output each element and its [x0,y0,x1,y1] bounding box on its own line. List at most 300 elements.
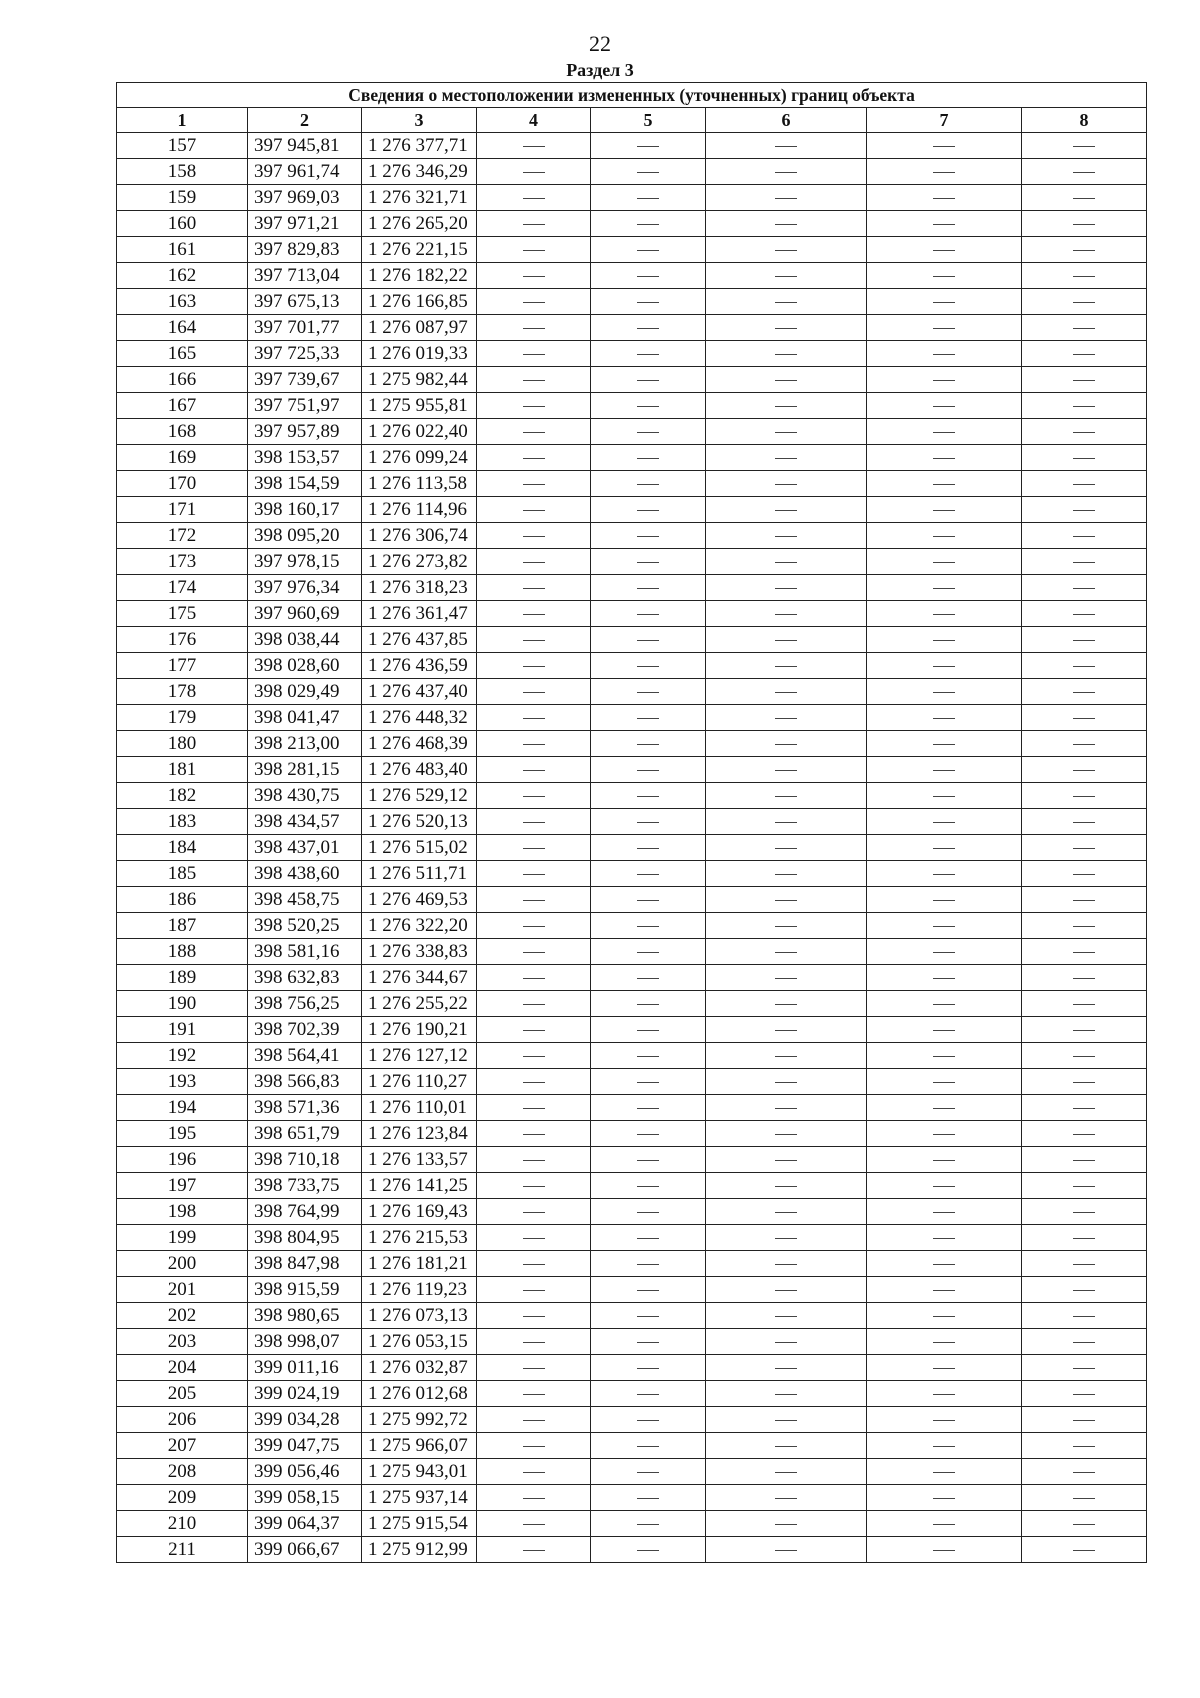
empty-value-cell [1022,263,1147,289]
dash-mark [933,1186,955,1187]
dash-mark [523,1524,545,1525]
dash-mark [1073,198,1095,199]
dash-mark [637,1030,659,1031]
x-coordinate-cell: 398 566,83 [248,1069,362,1095]
point-number-cell: 173 [117,549,248,575]
x-coordinate-cell: 397 945,81 [248,133,362,159]
y-coordinate-cell: 1 275 992,72 [362,1407,477,1433]
dash-mark [775,432,797,433]
table-row [117,445,1147,471]
empty-value-cell [477,367,591,393]
point-number-cell: 183 [117,809,248,835]
dash-mark [637,276,659,277]
point-number-cell: 204 [117,1355,248,1381]
empty-value-cell [591,1381,706,1407]
dash-mark [523,1082,545,1083]
dash-mark [637,796,659,797]
empty-value-cell [706,1511,867,1537]
empty-value-cell [1022,1095,1147,1121]
dash-mark [637,1212,659,1213]
dash-mark [933,1524,955,1525]
dash-mark [1073,1212,1095,1213]
empty-value-cell [477,1303,591,1329]
y-coordinate-cell: 1 276 469,53 [362,887,477,913]
empty-value-cell [706,1017,867,1043]
empty-value-cell [477,1017,591,1043]
empty-value-cell [477,523,591,549]
dash-mark [1073,1238,1095,1239]
dash-mark [775,952,797,953]
dash-mark [1073,146,1095,147]
table-row [117,471,1147,497]
x-coordinate-cell: 398 804,95 [248,1225,362,1251]
dash-mark [637,1550,659,1551]
dash-mark [1073,1498,1095,1499]
y-coordinate-cell: 1 276 141,25 [362,1173,477,1199]
dash-mark [1073,1082,1095,1083]
empty-value-cell [591,1225,706,1251]
dash-mark [1073,380,1095,381]
dash-mark [933,172,955,173]
dash-mark [933,1134,955,1135]
point-number-cell: 199 [117,1225,248,1251]
dash-mark [933,432,955,433]
table-row [117,1121,1147,1147]
dash-mark [1073,328,1095,329]
dash-mark [1073,718,1095,719]
empty-value-cell [1022,1069,1147,1095]
point-number-cell: 172 [117,523,248,549]
point-number-cell: 200 [117,1251,248,1277]
dash-mark [637,692,659,693]
dash-mark [637,1524,659,1525]
dash-mark [637,770,659,771]
empty-value-cell [706,757,867,783]
x-coordinate-cell: 397 976,34 [248,575,362,601]
dash-mark [1073,1056,1095,1057]
empty-value-cell [867,731,1022,757]
table-row [117,263,1147,289]
point-number-cell: 194 [117,1095,248,1121]
empty-value-cell [591,1251,706,1277]
empty-value-cell [706,835,867,861]
dash-mark [637,1134,659,1135]
dash-mark [637,484,659,485]
empty-value-cell [477,965,591,991]
y-coordinate-cell: 1 275 966,07 [362,1433,477,1459]
empty-value-cell [706,1069,867,1095]
empty-value-cell [591,1511,706,1537]
empty-value-cell [706,1225,867,1251]
empty-value-cell [706,1459,867,1485]
dash-mark [523,562,545,563]
y-coordinate-cell: 1 275 912,99 [362,1537,477,1563]
dash-mark [775,1030,797,1031]
dash-mark [933,614,955,615]
empty-value-cell [477,185,591,211]
column-number-row [117,108,1147,133]
empty-value-cell [1022,237,1147,263]
table-row [117,653,1147,679]
empty-value-cell [1022,887,1147,913]
dash-mark [775,1498,797,1499]
empty-value-cell [706,237,867,263]
empty-value-cell [867,549,1022,575]
dash-mark [775,172,797,173]
dash-mark [523,1134,545,1135]
empty-value-cell [867,757,1022,783]
x-coordinate-cell: 398 756,25 [248,991,362,1017]
x-coordinate-cell: 398 154,59 [248,471,362,497]
empty-value-cell [591,185,706,211]
column-number: 4 [477,108,591,133]
dash-mark [1073,1264,1095,1265]
empty-value-cell [706,601,867,627]
empty-value-cell [706,315,867,341]
y-coordinate-cell: 1 276 529,12 [362,783,477,809]
dash-mark [523,172,545,173]
dash-mark [1073,1472,1095,1473]
x-coordinate-cell: 399 064,37 [248,1511,362,1537]
x-coordinate-cell: 398 213,00 [248,731,362,757]
dash-mark [523,1212,545,1213]
dash-mark [523,1394,545,1395]
empty-value-cell [591,1433,706,1459]
dash-mark [637,900,659,901]
y-coordinate-cell: 1 276 322,20 [362,913,477,939]
empty-value-cell [1022,185,1147,211]
dash-mark [523,978,545,979]
point-number-cell: 175 [117,601,248,627]
y-coordinate-cell: 1 276 166,85 [362,289,477,315]
column-number: 8 [1022,108,1147,133]
dash-mark [523,1550,545,1551]
table-row [117,1407,1147,1433]
empty-value-cell [1022,1511,1147,1537]
table-row [117,1381,1147,1407]
point-number-cell: 205 [117,1381,248,1407]
y-coordinate-cell: 1 276 019,33 [362,341,477,367]
empty-value-cell [477,211,591,237]
y-coordinate-cell: 1 276 215,53 [362,1225,477,1251]
dash-mark [637,1368,659,1369]
y-coordinate-cell: 1 276 448,32 [362,705,477,731]
dash-mark [1073,1550,1095,1551]
y-coordinate-cell: 1 275 982,44 [362,367,477,393]
dash-mark [775,1056,797,1057]
empty-value-cell [867,419,1022,445]
empty-value-cell [591,159,706,185]
dash-mark [1073,1134,1095,1135]
dash-mark [933,692,955,693]
dash-mark [1073,1446,1095,1447]
dash-mark [523,1498,545,1499]
point-number-cell: 210 [117,1511,248,1537]
empty-value-cell [706,965,867,991]
empty-value-cell [1022,965,1147,991]
dash-mark [1073,224,1095,225]
empty-value-cell [1022,835,1147,861]
point-number-cell: 181 [117,757,248,783]
empty-value-cell [591,211,706,237]
dash-mark [933,1212,955,1213]
dash-mark [637,666,659,667]
empty-value-cell [1022,679,1147,705]
empty-value-cell [867,1537,1022,1563]
empty-value-cell [1022,549,1147,575]
empty-value-cell [867,601,1022,627]
empty-value-cell [867,523,1022,549]
dash-mark [523,380,545,381]
dash-mark [1073,432,1095,433]
empty-value-cell [706,861,867,887]
dash-mark [1073,796,1095,797]
y-coordinate-cell: 1 276 255,22 [362,991,477,1017]
dash-mark [523,1342,545,1343]
table-caption: Сведения о местоположении измененных (уточненных) границ объекта [117,83,1147,108]
dash-mark [775,1160,797,1161]
empty-value-cell [706,471,867,497]
dash-mark [523,1004,545,1005]
empty-value-cell [477,1147,591,1173]
dash-mark [775,1290,797,1291]
empty-value-cell [1022,731,1147,757]
empty-value-cell [477,679,591,705]
dash-mark [1073,1420,1095,1421]
point-number-cell: 170 [117,471,248,497]
table-row [117,1485,1147,1511]
empty-value-cell [477,445,591,471]
y-coordinate-cell: 1 276 321,71 [362,185,477,211]
point-number-cell: 159 [117,185,248,211]
point-number-cell: 191 [117,1017,248,1043]
table-row [117,1537,1147,1563]
dash-mark [933,276,955,277]
dash-mark [775,1472,797,1473]
dash-mark [523,328,545,329]
table-row [117,1147,1147,1173]
dash-mark [523,276,545,277]
empty-value-cell [867,991,1022,1017]
x-coordinate-cell: 397 701,77 [248,315,362,341]
dash-mark [1073,692,1095,693]
point-number-cell: 178 [117,679,248,705]
point-number-cell: 157 [117,133,248,159]
empty-value-cell [867,1303,1022,1329]
dash-mark [775,484,797,485]
dash-mark [523,1186,545,1187]
dash-mark [637,1160,659,1161]
x-coordinate-cell: 397 751,97 [248,393,362,419]
table-row [117,679,1147,705]
empty-value-cell [867,133,1022,159]
empty-value-cell [591,653,706,679]
empty-value-cell [477,1121,591,1147]
dash-mark [637,952,659,953]
point-number-cell: 177 [117,653,248,679]
y-coordinate-cell: 1 276 515,02 [362,835,477,861]
dash-mark [637,1420,659,1421]
x-coordinate-cell: 398 998,07 [248,1329,362,1355]
empty-value-cell [1022,1407,1147,1433]
empty-value-cell [1022,809,1147,835]
dash-mark [637,146,659,147]
empty-value-cell [477,133,591,159]
table-row [117,1251,1147,1277]
empty-value-cell [591,861,706,887]
x-coordinate-cell: 398 028,60 [248,653,362,679]
y-coordinate-cell: 1 275 943,01 [362,1459,477,1485]
dash-mark [637,1186,659,1187]
x-coordinate-cell: 398 651,79 [248,1121,362,1147]
empty-value-cell [591,1537,706,1563]
dash-mark [1073,302,1095,303]
empty-value-cell [591,1329,706,1355]
empty-value-cell [867,1251,1022,1277]
dash-mark [933,1004,955,1005]
dash-mark [523,1316,545,1317]
empty-value-cell [1022,757,1147,783]
empty-value-cell [867,1173,1022,1199]
empty-value-cell [706,341,867,367]
dash-mark [637,874,659,875]
empty-value-cell [591,731,706,757]
dash-mark [775,1004,797,1005]
empty-value-cell [1022,1355,1147,1381]
empty-value-cell [591,1199,706,1225]
dash-mark [523,926,545,927]
empty-value-cell [867,315,1022,341]
empty-value-cell [867,809,1022,835]
empty-value-cell [591,835,706,861]
x-coordinate-cell: 398 438,60 [248,861,362,887]
x-coordinate-cell: 398 437,01 [248,835,362,861]
empty-value-cell [591,965,706,991]
y-coordinate-cell: 1 276 221,15 [362,237,477,263]
dash-mark [523,536,545,537]
empty-value-cell [706,1095,867,1121]
empty-value-cell [867,497,1022,523]
dash-mark [933,978,955,979]
dash-mark [775,1082,797,1083]
dash-mark [933,1342,955,1343]
dash-mark [775,640,797,641]
x-coordinate-cell: 397 739,67 [248,367,362,393]
table-row [117,601,1147,627]
empty-value-cell [591,601,706,627]
empty-value-cell [591,549,706,575]
dash-mark [933,1498,955,1499]
dash-mark [775,614,797,615]
dash-mark [775,1316,797,1317]
point-number-cell: 197 [117,1173,248,1199]
x-coordinate-cell: 397 829,83 [248,237,362,263]
table-row [117,1355,1147,1381]
empty-value-cell [477,835,591,861]
dash-mark [933,250,955,251]
dash-mark [523,1264,545,1265]
empty-value-cell [706,367,867,393]
dash-mark [775,848,797,849]
empty-value-cell [477,1355,591,1381]
x-coordinate-cell: 397 978,15 [248,549,362,575]
x-coordinate-cell: 398 038,44 [248,627,362,653]
empty-value-cell [1022,861,1147,887]
y-coordinate-cell: 1 276 437,40 [362,679,477,705]
empty-value-cell [591,1407,706,1433]
dash-mark [933,1472,955,1473]
dash-mark [933,1446,955,1447]
empty-value-cell [706,783,867,809]
empty-value-cell [477,263,591,289]
empty-value-cell [477,575,591,601]
dash-mark [933,1264,955,1265]
x-coordinate-cell: 399 024,19 [248,1381,362,1407]
dash-mark [1073,1394,1095,1395]
point-number-cell: 207 [117,1433,248,1459]
dash-mark [637,588,659,589]
x-coordinate-cell: 397 971,21 [248,211,362,237]
dash-mark [933,380,955,381]
dash-mark [775,328,797,329]
x-coordinate-cell: 399 047,75 [248,1433,362,1459]
y-coordinate-cell: 1 276 273,82 [362,549,477,575]
empty-value-cell [1022,393,1147,419]
dash-mark [933,1108,955,1109]
table-row [117,497,1147,523]
y-coordinate-cell: 1 276 087,97 [362,315,477,341]
dash-mark [637,926,659,927]
empty-value-cell [477,1381,591,1407]
empty-value-cell [706,991,867,1017]
empty-value-cell [591,263,706,289]
dash-mark [775,380,797,381]
y-coordinate-cell: 1 276 437,85 [362,627,477,653]
table-row [117,757,1147,783]
empty-value-cell [477,1329,591,1355]
x-coordinate-cell: 398 458,75 [248,887,362,913]
point-number-cell: 209 [117,1485,248,1511]
dash-mark [637,1316,659,1317]
x-coordinate-cell: 397 969,03 [248,185,362,211]
empty-value-cell [867,393,1022,419]
empty-value-cell [706,913,867,939]
dash-mark [1073,666,1095,667]
dash-mark [775,146,797,147]
dash-mark [523,588,545,589]
dash-mark [775,744,797,745]
dash-mark [775,1342,797,1343]
empty-value-cell [477,289,591,315]
empty-value-cell [867,1147,1022,1173]
empty-value-cell [706,731,867,757]
dash-mark [933,1290,955,1291]
dash-mark [637,640,659,641]
dash-mark [523,1108,545,1109]
empty-value-cell [477,1485,591,1511]
dash-mark [933,1394,955,1395]
empty-value-cell [591,1069,706,1095]
point-number-cell: 171 [117,497,248,523]
table-row [117,1511,1147,1537]
dash-mark [1073,1342,1095,1343]
dash-mark [523,900,545,901]
dash-mark [1073,952,1095,953]
dash-mark [933,900,955,901]
dash-mark [775,796,797,797]
table-row [117,835,1147,861]
dash-mark [523,354,545,355]
